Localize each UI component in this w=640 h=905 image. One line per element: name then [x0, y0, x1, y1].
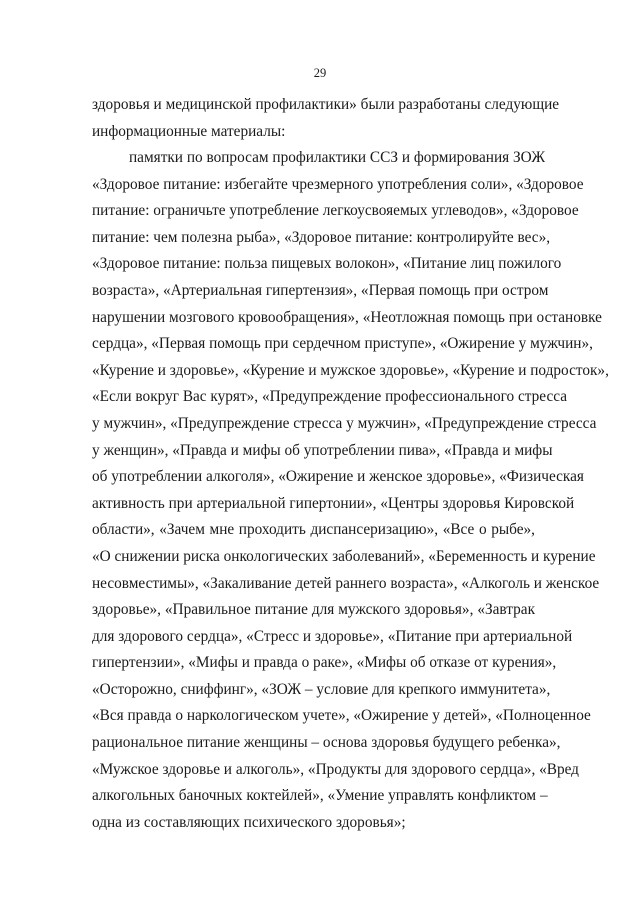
text-line: «Осторожно, сниффинг», «ЗОЖ – условие для крепкого иммунитета»,	[92, 680, 551, 698]
text-line: «Мужское здоровье и алкоголь», «Продукты для здорового сердца», «Вред	[92, 760, 579, 778]
text-line: рациональное питание женщины – основа здоровья будущего ребенка»,	[92, 734, 561, 752]
text-line: «Если вокруг Вас курят», «Предупреждение профессионального стресса	[92, 388, 568, 406]
text-line: информационные материалы:	[92, 122, 286, 140]
text-line: «Вся правда о наркологическом учете», «Ожирение у детей», «Полноценное	[92, 707, 591, 725]
text-line: у женщин», «Правда и мифы об употреблении пива», «Правда и мифы	[92, 441, 553, 459]
text-line: здоровье», «Правильное питание для мужского здоровья», «Завтрак	[92, 601, 535, 619]
text-line: питание: ограничьте употребление легкоусвояемых углеводов», «Здоровое	[92, 202, 579, 220]
text-line: нарушении мозгового кровообращения», «Неотложная помощь при остановке	[92, 308, 602, 326]
text-line: несовместимы», «Закаливание детей раннего возраста», «Алкоголь и женское	[92, 574, 600, 592]
text-line: алкогольных баночных коктейлей», «Умение управлять конфликтом –	[92, 787, 548, 805]
text-line: у мужчин», «Предупреждение стресса у мужчин», «Предупреждение стресса	[92, 414, 597, 432]
text-line: возраста», «Артериальная гипертензия», «Первая помощь при остром	[92, 281, 549, 299]
text-line: об употреблении алкоголя», «Ожирение и женское здоровье», «Физическая	[92, 468, 584, 486]
intro-paragraph	[92, 92, 560, 145]
text-line: «Курение и здоровье», «Курение и мужское здоровье», «Курение и подросток»,	[92, 361, 609, 379]
text-line: гипертензии», «Мифы и правда о раке», «Мифы об отказе от курения»,	[92, 654, 557, 672]
text-line: «Здоровое питание: польза пищевых волокон», «Питание лиц пожилого	[92, 255, 562, 273]
text-line: сердца», «Первая помощь при сердечном приступе», «Ожирение у мужчин»,	[92, 335, 593, 353]
text-line: памятки по вопросам профилактики ССЗ и формирования ЗОЖ	[129, 149, 546, 166]
text-line: области», «Зачем мне проходить диспансеризацию», «Все о рыбе»,	[92, 521, 535, 539]
text-line: «Здоровое питание: избегайте чрезмерного употребления соли», «Здоровое	[92, 175, 584, 193]
text-line: активность при артериальной гипертонии», «Центры здоровья Кировской	[92, 494, 575, 512]
materials-list-paragraph	[92, 145, 609, 836]
text-line: для здорового сердца», «Стресс и здоровье», «Питание при артериальной	[92, 627, 573, 645]
text-line: «О снижении риска онкологических заболеваний», «Беременность и курение	[92, 547, 596, 565]
text-line: здоровья и медицинской профилактики» были разработаны следующие	[92, 96, 560, 113]
text-line: питание: чем полезна рыба», «Здоровое питание: контролируйте вес»,	[92, 228, 551, 246]
page-number: 29	[313, 66, 327, 80]
text-line: одна из составляющих психического здоровья»;	[92, 813, 406, 831]
